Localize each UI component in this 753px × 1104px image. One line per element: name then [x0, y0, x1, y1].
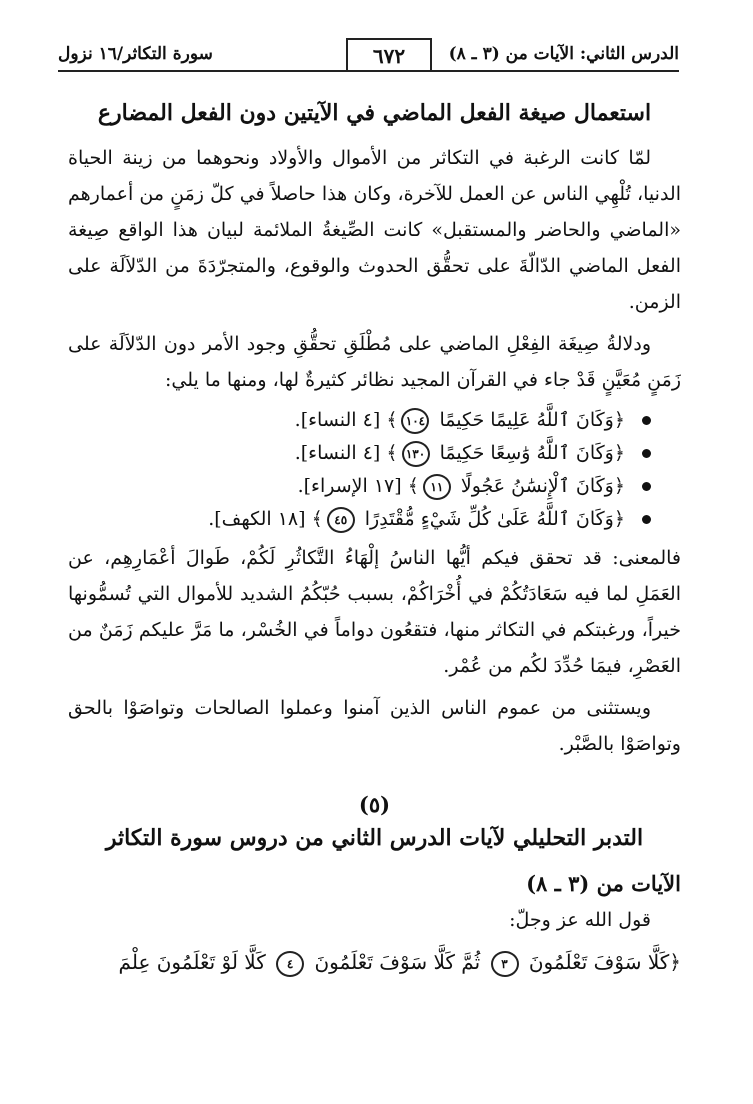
example-verse: ﴿وَكَانَ ٱلْإِنسَٰنُ عَجُولًا: [460, 475, 625, 497]
quran-verses-line: [68, 944, 681, 980]
bullet-icon: [642, 482, 651, 491]
verses-subheading: الآيات من (٣ ـ ٨): [526, 871, 681, 896]
header-surah-title: سورة التكاثر/١٦ نزول: [58, 44, 213, 64]
example-reference: [١٨ الكهف].: [208, 508, 306, 530]
quran-verse-part: كَلَّا لَوْ تَعْلَمُونَ عِلْمَ: [118, 950, 266, 974]
paragraph-exception: ويستثنى من عموم الناس الذين آمنوا وعملوا الصالحات وتواصَوْا بالحق وتواصَوْا بالصَّبْر.: [68, 697, 681, 755]
quran-verse-part: ﴿كَلَّا سَوْفَ تَعْلَمُونَ: [528, 950, 681, 974]
ayah-number-marker: ٣: [491, 951, 519, 977]
example-verse: ﴿وَكَانَ ٱللَّهُ وَٰسِعًا حَكِيمًا: [439, 442, 625, 464]
bullet-icon: [642, 449, 651, 458]
verse-close-bracket: ﴾: [386, 409, 398, 431]
example-item: [68, 437, 651, 470]
bullet-icon: [642, 515, 651, 524]
example-item: [68, 503, 651, 536]
page-content: [68, 96, 681, 980]
verse-close-bracket: ﴾: [386, 442, 398, 464]
example-reference: [١٧ الإسراء].: [297, 475, 402, 497]
ayah-number-marker: ٤٥: [327, 507, 355, 533]
ayah-number-marker: ١٠٤: [401, 408, 429, 434]
page-header: [58, 34, 679, 72]
bullet-icon: [642, 416, 651, 425]
section-heading: استعمال صيغة الفعل الماضي في الآيتين دون الفعل المضارع: [97, 100, 652, 126]
paragraph-meaning: فالمعنى: قد تحقق فيكم أيُّها الناسُ إلْهَاءُ التَّكاثُرِ لَكُمْ، طَوالَ أعْمَارِهِم، عن العَمَلِ لما فيه سَعَادَتُكُمْ في أُخْرَاكُمْ، بسبب حُبّكُمُ الشديد للأموال التي تُسمُّونها خيراً، ورغبتكم في التكاثر منها، فتقعُون دواماً في الخُسْر، ما مَرَّ عليكم زَمَنٌ من العَصْرِ، فيمَا حُدِّدَ لكُم من عُمْر.: [68, 547, 681, 677]
section-number: (٥): [358, 792, 391, 817]
example-reference: [٤ النساء].: [294, 442, 381, 464]
header-lesson-title: الدرس الثاني: الآيات من (٣ ـ ٨): [448, 44, 679, 64]
example-item: [68, 404, 651, 437]
example-verse: ﴿وَكَانَ ٱللَّهُ عَلَىٰ كُلِّ شَيْءٍ مُّقْتَدِرًا: [364, 508, 625, 530]
example-reference: [٤ النساء].: [294, 409, 381, 431]
quran-verse-part: ثُمَّ كَلَّا سَوْفَ تَعْلَمُونَ: [314, 950, 481, 974]
ayah-number-marker: ٤: [276, 951, 304, 977]
ayah-number-marker: ١٣٠: [402, 441, 430, 467]
example-item: [68, 470, 651, 503]
quote-intro: قول الله عز وجلّ:: [509, 909, 651, 931]
verse-close-bracket: ﴾: [311, 508, 323, 530]
ayah-number-marker: ١١: [423, 474, 451, 500]
page-number: ٦٧٢: [346, 38, 432, 72]
example-verse: ﴿وَكَانَ ٱللَّهُ عَلِيمًا حَكِيمًا: [439, 409, 625, 431]
paragraph-examples-intro: ودلالةُ صِيغَة الفِعْلِ الماضي على مُطْلَقِ تحقُّقِ وجود الأمر دون الدّلاَلَة على زَمَنٍ مُعَيَّنٍ قَدْ جاء في القرآن المجيد نظائر كثيرةٌ لها، ومنها ما يلي:: [68, 333, 681, 391]
verse-close-bracket: ﴾: [407, 475, 419, 497]
paragraph-intro: لمّا كانت الرغبة في التكاثر من الأموال والأولاد ونحوهما من زينة الحياة الدنيا، تُلْهِي الناس عن العمل للآخرة، وكان هذا حاصلاً في كلّ زمَنٍ من أعمارهم «الماضي والحاضر والمستقبل» كانت الصِّيغةُ الملائمة لبيان هذا الواقع صِيغة الفعل الماضي الدّالّةَ على تحقُّق الحدوث والوقوع، والمتجرّدَةَ من الدّلاَلَة على الزمن.: [68, 147, 681, 313]
section-title: التدبر التحليلي لآيات الدرس الثاني من دروس سورة التكاثر: [105, 825, 644, 851]
examples-list: [68, 404, 681, 536]
